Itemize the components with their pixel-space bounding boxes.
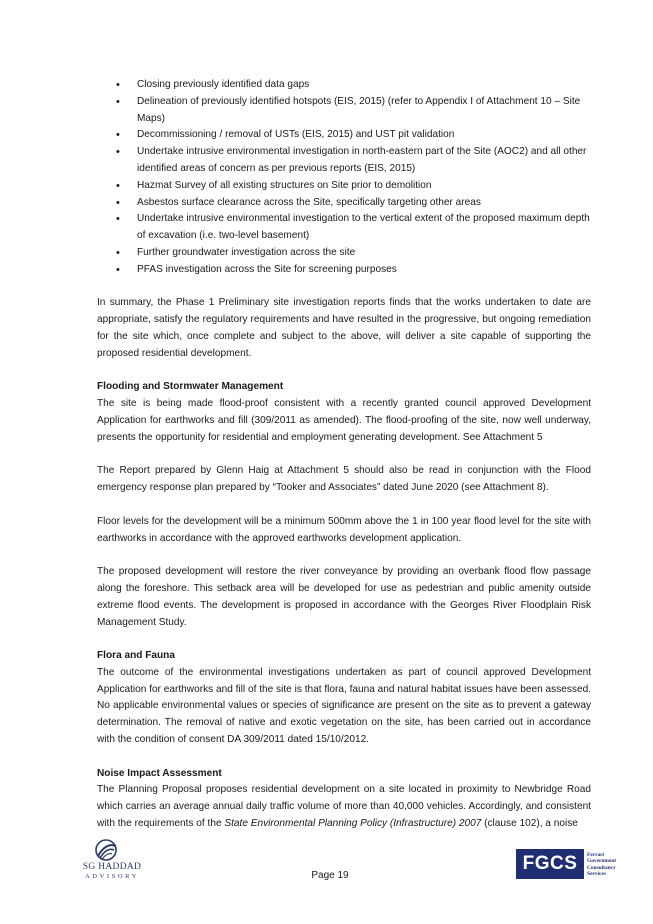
list-item: • Asbestos surface clearance across the Site, specifically targeting other areas: [97, 195, 591, 212]
noise-heading: Noise Impact Assessment: [97, 767, 222, 779]
fgcs-logo: FGCS: [516, 849, 584, 879]
page-number: Page 19: [311, 870, 349, 881]
flooding-heading: Flooding and Stormwater Management: [97, 381, 284, 393]
fgcs-line: Consultancy: [587, 864, 616, 871]
fgcs-line: Services: [587, 870, 606, 877]
list-item: • Hazmat Survey of all existing structures on Site prior to demolition: [97, 178, 591, 195]
flooding-paragraph-4: The proposed development will restore the river conveyance by providing an overbank flood flow passage along the foreshore. This setback area will be developed for use as pedestrian and public amenity outside extreme flood events. The development is proposed in accordance with the Georges River Floodplain Risk Management Study.: [97, 566, 591, 628]
flora-heading: Flora and Fauna: [97, 650, 175, 662]
flooding-paragraph-3: Floor levels for the development will be a minimum 500mm above the 1 in 100 year flood level for the site with earthworks in accordance with the approved earthworks development application.: [97, 515, 591, 544]
list-item: • Delineation of previously identified hotspots (EIS, 2015) (refer to Appendix I of Attachment 10 – Site Maps): [97, 94, 591, 128]
page-body: [97, 77, 591, 833]
noise-text-a: The Planning Proposal proposes residential development on a site located in proximity to Newbridge Road which carries an average annual daily traffic volume of more than 40,000 vehicles. Accordingly, and consistent with the requirements of the: [97, 784, 591, 830]
logo-name: SG HADDAD: [82, 862, 142, 872]
flora-paragraph: The outcome of the environmental investigations undertaken as part of council approved Development Application for earthworks and fill of the site is that flora, fauna and natural habitat issues have been assessed. No applicable environmental values or species of significance are present on the site as to prevent a gateway determination. The removal of native and exotic vegetation on the site, has been carried out in accordance with the condition of consent DA 309/2011 dated 15/10/2012.: [97, 666, 591, 746]
list-item: • Decommissioning / removal of USTs (EIS, 2015) and UST pit validation: [97, 127, 591, 144]
noise-paragraph: [97, 782, 591, 832]
policy-title: State Environmental Planning Policy (Infrastructure) 2007: [224, 818, 482, 830]
summary-paragraph: In summary, the Phase 1 Preliminary site investigation reports finds that the works undertaken to date are appropriate, satisfy the regulatory requirements and have resulted in the progressive, but ongoing remediation for the site which, once complete and subject to the above, will deliver a site capable of supporting the proposed residential development.: [97, 297, 591, 359]
list-item: • PFAS investigation across the Site for screening purposes: [97, 262, 591, 279]
flooding-paragraph-1: The site is being made flood-proof consistent with a recently granted council approved Development Application for earthworks and fill (309/2011 as amended). The flood-proofing of the site, now well underway, presents the opportunity for residential and employment generating development. See Attachment 5: [97, 398, 591, 443]
list-item: • Further groundwater investigation across the site: [97, 245, 591, 262]
investigation-list: [97, 77, 591, 279]
sg-haddad-logo: [76, 862, 148, 881]
list-item: • Undertake intrusive environmental investigation in north-eastern part of the Site (AOC2) and all other identified areas of concern as per previous reports (EIS, 2015): [97, 144, 591, 178]
list-item: • Closing previously identified data gaps: [97, 77, 591, 94]
fgcs-line: Ferrari: [587, 852, 605, 858]
logo-subtitle: ADVISORY: [84, 873, 140, 880]
fgcs-logo-text: [587, 852, 616, 877]
noise-text-b: (clause 102), a noise: [481, 818, 578, 830]
fgcs-line: Government: [587, 858, 617, 865]
list-item: • Undertake intrusive environmental investigation to the vertical extent of the proposed maximum depth of excavation (i.e. two-level basement): [97, 211, 591, 245]
flooding-paragraph-2: The Report prepared by Glenn Haig at Attachment 5 should also be read in conjunction with the Flood emergency response plan prepared by “Tooker and Associates” dated June 2020 (see Attachment 8).: [97, 465, 591, 494]
